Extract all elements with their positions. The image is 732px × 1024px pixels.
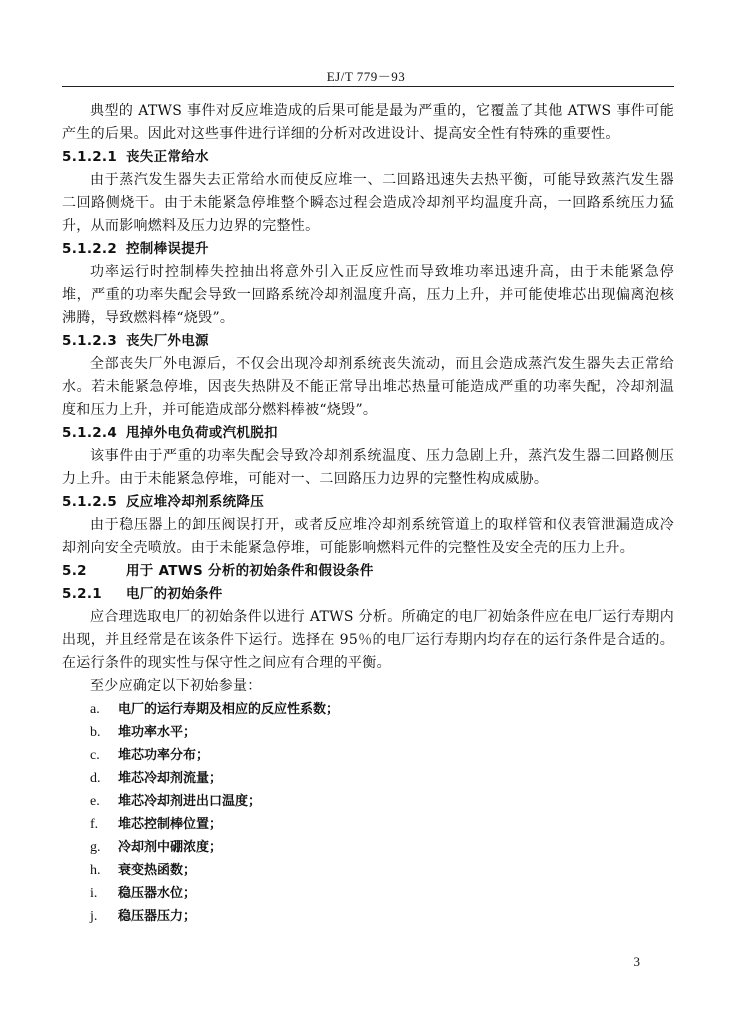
standard-code: EJ/T 779－93 <box>326 69 406 84</box>
list-item-label: b. <box>90 725 101 740</box>
list-item-label: j. <box>90 909 98 924</box>
list-item <box>62 698 674 721</box>
header-rule <box>62 86 674 87</box>
section-heading-5-1-2-5 <box>62 491 674 514</box>
list-item-text: 冷却剂中硼浓度； <box>118 840 223 855</box>
list-item <box>62 859 674 882</box>
list-item <box>62 813 674 836</box>
section-heading-5-1-2-3 <box>62 330 674 353</box>
section-title: 丧失厂外电源 <box>126 333 209 349</box>
section-title: 控制棒误提升 <box>126 241 209 257</box>
section-title: 丧失正常给水 <box>126 149 209 165</box>
initial-parameters-list <box>62 698 674 928</box>
list-item-label: f. <box>90 817 99 832</box>
list-intro: 至少应确定以下初始参量： <box>90 678 262 694</box>
list-item-text: 堆芯冷却剂流量； <box>118 771 223 786</box>
list-item <box>62 767 674 790</box>
intro-paragraph: 典型的 ATWS 事件对反应堆造成的后果可能是最为严重的，它覆盖了其他 ATWS 事件可能产生的后果。因此对这些事件进行详细的分析对改进设计、提高安全性有特殊的重要性。 <box>62 103 674 142</box>
list-item-text: 电厂的运行寿期及相应的反应性系数； <box>118 702 340 717</box>
list-item-text: 稳压器水位； <box>118 886 197 901</box>
list-item-text: 堆芯功率分布； <box>118 748 210 763</box>
section-number: 5.2.1 <box>62 586 102 602</box>
section-heading-5-1-2-4 <box>62 422 674 445</box>
list-item-label: d. <box>90 771 101 786</box>
section-number: 5.1.2.4 <box>62 425 118 441</box>
list-item-text: 堆芯控制棒位置； <box>118 817 223 832</box>
section-number: 5.1.2.5 <box>62 494 118 510</box>
list-item-label: g. <box>90 840 101 855</box>
section-paragraph: 由于稳压器上的卸压阀误打开，或者反应堆冷却剂系统管道上的取样管和仪表管泄漏造成冷却剂向安全壳喷放。由于未能紧急停堆，可能影响燃料元件的完整性及安全壳的压力上升。 <box>62 517 674 556</box>
list-item <box>62 836 674 859</box>
section-paragraph: 功率运行时控制棒失控抽出将意外引入正反应性而导致堆功率迅速升高，由于未能紧急停堆，严重的功率失配会导致一回路系统冷却剂温度升高，压力上升，并可能使堆芯出现偏离泡核沸腾，导致燃料棒“烧毁”。 <box>62 264 674 326</box>
list-item-label: e. <box>90 794 100 809</box>
list-item-label: a. <box>90 702 100 717</box>
section-title: 用于 ATWS 分析的初始条件和假设条件 <box>126 563 374 579</box>
list-item-label: c. <box>90 748 100 763</box>
section-heading-5-1-2-1 <box>62 146 674 169</box>
section-heading-5-2-1 <box>62 583 674 606</box>
list-item-text: 稳压器压力； <box>118 909 197 924</box>
list-item <box>62 790 674 813</box>
list-item <box>62 882 674 905</box>
section-title: 电厂的初始条件 <box>126 586 223 602</box>
section-number: 5.1.2.1 <box>62 149 118 165</box>
list-item-label: h. <box>90 863 101 878</box>
section-number: 5.1.2.3 <box>62 333 118 349</box>
page-number: 3 <box>633 954 640 969</box>
main-content <box>62 100 674 928</box>
list-item-label: i. <box>90 886 98 901</box>
section-heading-5-1-2-2 <box>62 238 674 261</box>
section-number: 5.2 <box>62 563 87 579</box>
list-item-text: 堆功率水平； <box>118 725 197 740</box>
list-item <box>62 744 674 767</box>
section-paragraph: 全部丧失厂外电源后，不仅会出现冷却剂系统丧失流动，而且会造成蒸汽发生器失去正常给水。若未能紧急停堆，因丧失热阱及不能正常导出堆芯热量可能造成严重的功率失配，冷却剂温度和压力上升，并可能造成部分燃料棒被“烧毁”。 <box>62 356 674 418</box>
section-title: 反应堆冷却剂系统降压 <box>126 494 264 510</box>
list-item <box>62 721 674 744</box>
section-title: 甩掉外电负荷或汽机脱扣 <box>126 425 278 441</box>
list-item <box>62 905 674 928</box>
section-heading-5-2 <box>62 560 674 583</box>
list-item-text: 堆芯冷却剂进出口温度； <box>118 794 262 809</box>
section-paragraph: 由于蒸汽发生器失去正常给水而使反应堆一、二回路迅速失去热平衡，可能导致蒸汽发生器二回路侧烧干。由于未能紧急停堆整个瞬态过程会造成冷却剂平均温度升高，一回路系统压力猛升，从而影响燃料及压力边界的完整性。 <box>62 172 674 234</box>
list-item-text: 衰变热函数； <box>118 863 197 878</box>
section-number: 5.1.2.2 <box>62 241 118 257</box>
section-paragraph: 该事件由于严重的功率失配会导致冷却剂系统温度、压力急剧上升，蒸汽发生器二回路侧压力上升。由于未能紧急停堆，可能对一、二回路压力边界的完整性构成威胁。 <box>62 448 674 487</box>
section-paragraph: 应合理选取电厂的初始条件以进行 ATWS 分析。所确定的电厂初始条件应在电厂运行寿期内出现，并且经常是在该条件下运行。选择在 95％的电厂运行寿期内均存在的运行条件是合适的。在运行条件的现实性与保守性之间应有合理的平衡。 <box>62 609 674 671</box>
